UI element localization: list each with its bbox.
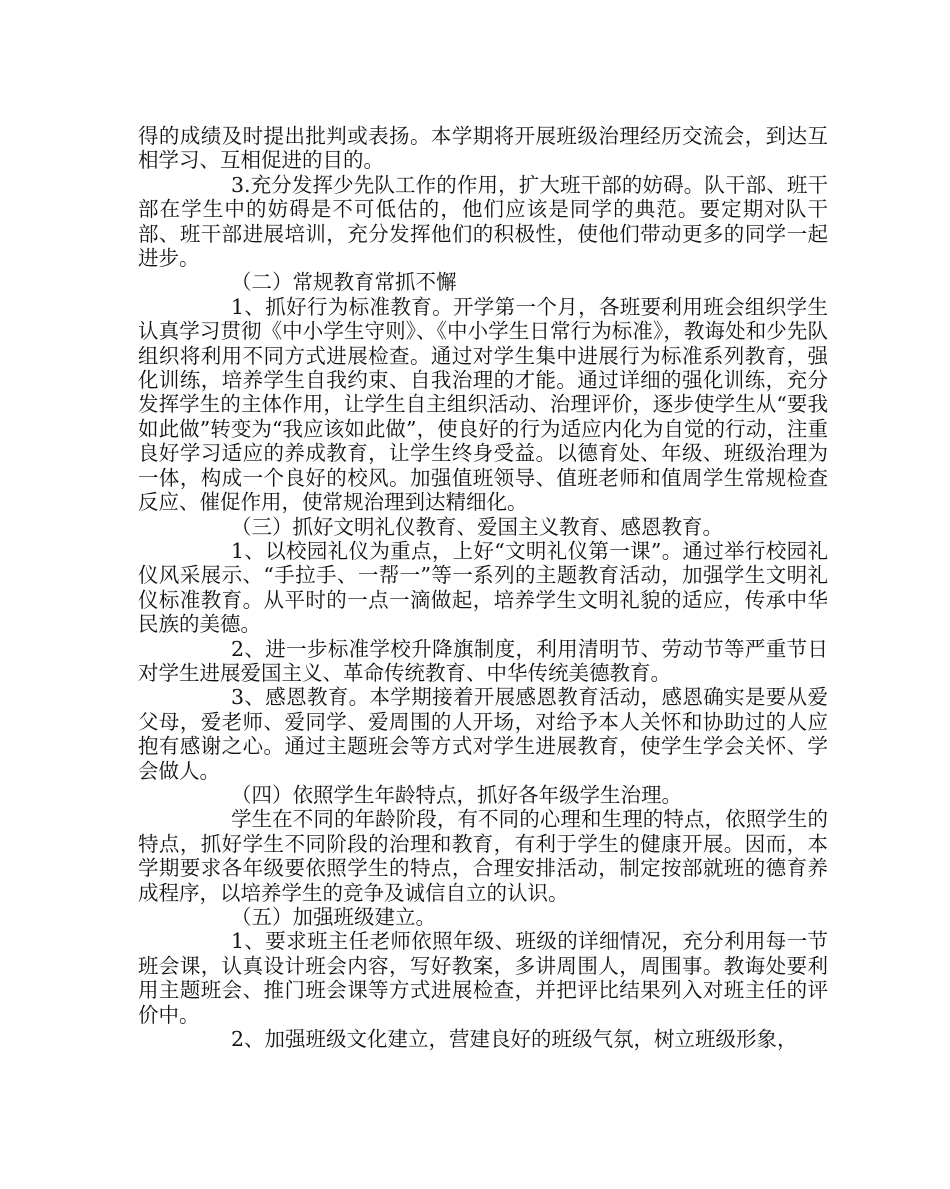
- document-body: [138, 124, 828, 1051]
- paragraph-item-3: 3.充分发挥少先队工作的作用，扩大班干部的妨碍。队干部、班干部在学生中的妨碍是不可低估的，他们应该是同学的典范。要定期对队干部、班干部进展培训，充分发挥他们的积极性，使他们带动更多的同学一起进步。: [138, 172, 828, 271]
- paragraph-item: 1、以校园礼仪为重点，上好“文明礼仪第一课”。通过举行校园礼仪风采展示、“手拉手、一帮一”等一系列的主题教育活动，加强学生文明礼仪标准教育。从平时的一点一滴做起，培养学生文明礼貌的适应，传承中华民族的美德。: [138, 538, 828, 637]
- paragraph-item: 3、感恩教育。本学期接着开展感恩教育活动，感恩确实是要从爱父母，爱老师、爱同学、爱周围的人开场，对给予本人关怀和协助过的人应抱有感谢之心。通过主题班会等方式对学生进展教育，使学生学会关怀、学会做人。: [138, 685, 828, 783]
- paragraph-item: 2、加强班级文化建立，营建良好的班级气氛，树立班级形象，: [231, 1027, 798, 1052]
- section-heading-3: （三）抓好文明礼仪教育、爱国主义教育、感恩教育。: [231, 514, 723, 539]
- paragraph-item: 学生在不同的年龄阶段，有不同的心理和生理的特点，依照学生的特点，抓好学生不同阶段的治理和教育，有利于学生的健康开展。因而，本学期要求各年级要依照学生的特点，合理安排活动，制定按部就班的德育养成程序，以培养学生的竞争及诚信自立的认识。: [138, 807, 828, 905]
- paragraph-item: 1、抓好行为标准教育。开学第一个月，各班要利用班会组织学生认真学习贯彻《中小学生守则》、《中小学生日常行为标准》，教诲处和少先队组织将利用不同方式进展检查。通过对学生集中进展行为标准系列教育，强化训练，培养学生自我约束、自我治理的才能。通过详细的强化训练，充分发挥学生的主体作用，让学生自主组织活动、治理评价，逐步使学生从“要我如此做”转变为“我应该如此做”，使良好的行为适应内化为自觉的行动，注重良好学习适应的养成教育，让学生终身受益。以德育处、年级、班级治理为一体，构成一个良好的校风。加强值班领导、值班老师和值周学生常规检查反应、催促作用，使常规治理到达精细化。: [138, 294, 828, 515]
- paragraph-item: 1、要求班主任老师依照年级、班级的详细情况，充分利用每一节班会课，认真设计班会内容，写好教案，多讲周围人，周围事。教诲处要利用主题班会、推门班会课等方式进展检查，并把评比结果列入对班主任的评价中。: [138, 929, 828, 1027]
- section-heading-2: （二）常规教育常抓不懈: [231, 270, 457, 295]
- paragraph-item: 2、进一步标准学校升降旗制度，利用清明节、劳动节等严重节日对学生进展爱国主义、革命传统教育、中华传统美德教育。: [138, 636, 828, 685]
- section-heading-4: （四）依照学生年龄特点，抓好各年级学生治理。: [231, 782, 682, 807]
- paragraph-continuation: 得的成绩及时提出批判或表扬。本学期将开展班级治理经历交流会，到达互相学习、互相促进的目的。: [138, 124, 828, 173]
- section-heading-5: （五）加强班级建立。: [231, 905, 436, 929]
